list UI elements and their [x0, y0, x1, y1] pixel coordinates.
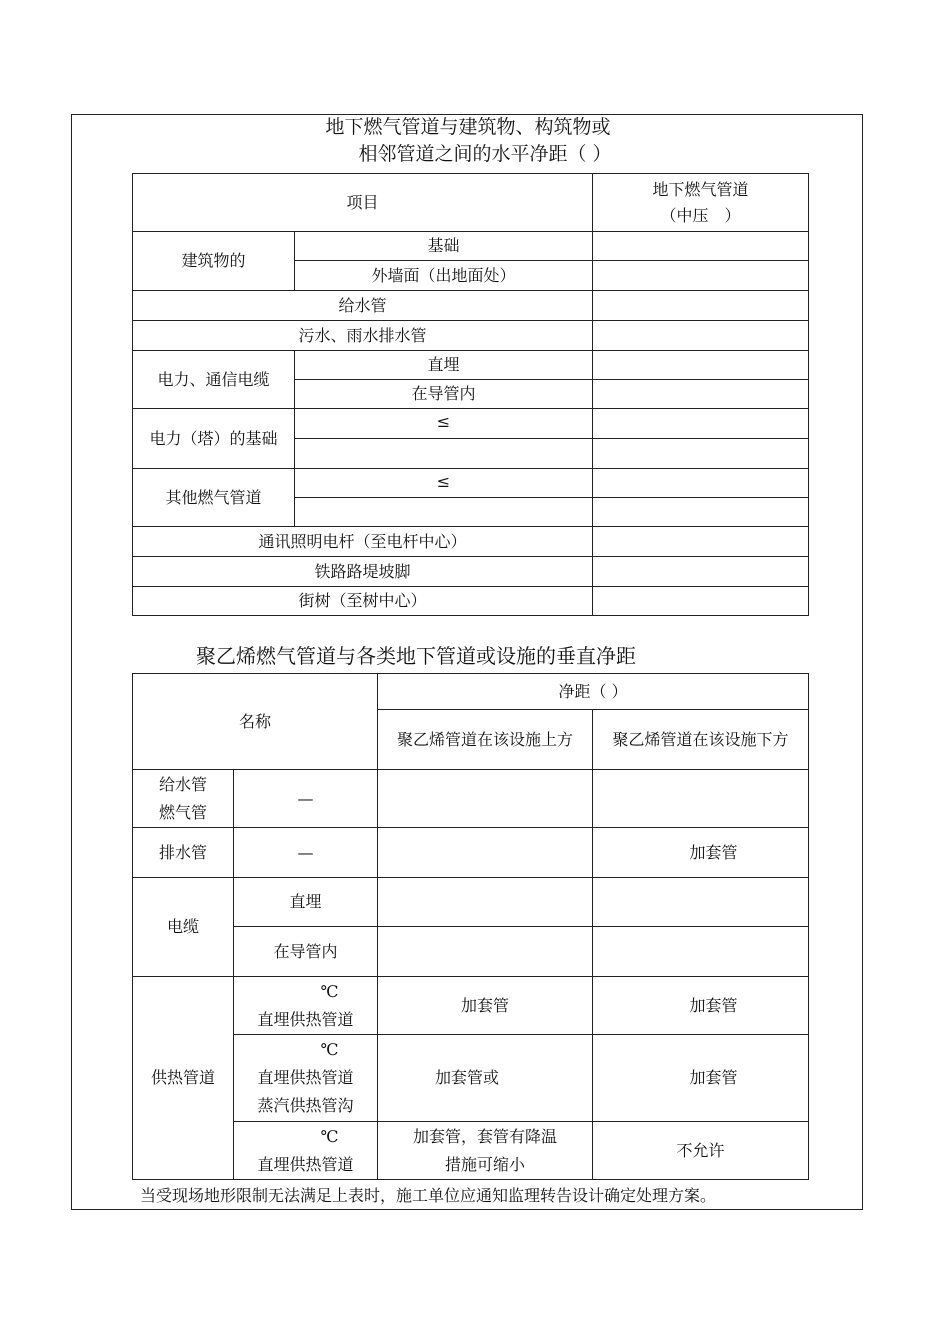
row-in-conduit: 在导管内	[234, 927, 378, 977]
row-outer-wall: 外墙面（出地面处）	[295, 261, 593, 291]
value-cell	[593, 587, 809, 616]
row-foundation: 基础	[295, 232, 593, 261]
blank-cell	[295, 498, 593, 527]
value-cell	[593, 380, 809, 409]
header-above: 聚乙烯管道在该设施上方	[378, 710, 593, 770]
dash-cell: —	[234, 828, 378, 878]
heating-3-label: 直埋供热管道	[257, 1154, 354, 1174]
value-cell	[593, 527, 809, 557]
header-gas-pipe-line2: （中压 ）	[660, 205, 741, 225]
value-cell	[593, 557, 809, 587]
footnote: 当受现场地形限制无法满足上表时，施工单位应通知监理转告设计确定处理方案。	[140, 1186, 717, 1205]
value-cell	[593, 927, 809, 977]
heating-2-name	[234, 1035, 378, 1122]
row-drainage: 污水、雨水排水管	[133, 321, 593, 351]
heating-3-above-line2: 措施可缩小	[445, 1154, 526, 1174]
row-water-gas-line2: 燃气管	[158, 802, 207, 822]
row-cable: 电缆	[133, 878, 234, 977]
value-cell	[593, 351, 809, 380]
header-gas-pipe	[593, 174, 809, 232]
heating-3-below: 不允许	[593, 1122, 809, 1180]
value-cell	[378, 878, 593, 927]
table1-title-line2: 相邻管道之间的水平净距（ ）	[358, 143, 612, 165]
heating-3-deg: ℃	[320, 1126, 339, 1146]
value-cell	[378, 927, 593, 977]
value-cell	[593, 321, 809, 351]
header-below: 聚乙烯管道在该设施下方	[593, 710, 809, 770]
value-cell	[378, 828, 593, 878]
row-water-gas	[133, 770, 234, 828]
heating-1-label: 直埋供热管道	[257, 1009, 354, 1029]
drain-below-value: 加套管	[593, 828, 809, 878]
heating-2-deg: ℃	[320, 1040, 339, 1059]
table1-title-line1: 地下燃气管道与建筑物、构筑物或	[325, 116, 611, 138]
heating-2-label1: 直埋供热管道	[257, 1068, 354, 1087]
value-cell	[593, 261, 809, 291]
value-cell	[593, 469, 809, 498]
header-name: 名称	[133, 674, 378, 770]
header-clearance: 净距（ ）	[378, 674, 809, 710]
heating-1-above: 加套管	[378, 977, 593, 1035]
table2-title: 聚乙烯燃气管道与各类地下管道或设施的垂直净距	[196, 644, 636, 668]
heating-3-above-line1: 加套管，套管有降温	[413, 1126, 558, 1146]
heating-2-above: 加套管或	[378, 1035, 593, 1122]
row-water-supply: 给水管	[133, 291, 593, 321]
row-direct-burial: 直埋	[295, 351, 593, 380]
row-cable: 电力、通信电缆	[133, 351, 295, 409]
row-leq-a: ≤	[295, 409, 593, 439]
vertical-clearance-table	[132, 673, 809, 1180]
heating-3-name	[234, 1122, 378, 1180]
header-item: 项目	[133, 174, 593, 232]
value-cell	[593, 770, 809, 828]
row-tower-foundation: 电力（塔）的基础	[133, 409, 295, 469]
blank-cell	[295, 439, 593, 469]
row-heating: 供热管道	[133, 977, 234, 1180]
heating-1-below: 加套管	[593, 977, 809, 1035]
row-building: 建筑物的	[133, 232, 295, 291]
value-cell	[378, 770, 593, 828]
row-in-conduit: 在导管内	[295, 380, 593, 409]
row-railway: 铁路路堤坡脚	[133, 557, 593, 587]
row-water-gas-line1: 给水管	[158, 774, 207, 794]
value-cell	[593, 291, 809, 321]
row-street-tree: 街树（至树中心）	[133, 587, 593, 616]
header-gas-pipe-line1: 地下燃气管道	[652, 179, 749, 199]
horizontal-clearance-table	[132, 173, 809, 616]
value-cell	[593, 409, 809, 439]
value-cell	[593, 439, 809, 469]
value-cell	[593, 232, 809, 261]
heating-3-above	[378, 1122, 593, 1180]
heating-2-below: 加套管	[593, 1035, 809, 1122]
row-leq-b: ≤	[295, 469, 593, 498]
heating-2-label2: 蒸汽供热管沟	[257, 1096, 354, 1115]
row-direct-burial: 直埋	[234, 878, 378, 927]
value-cell	[593, 498, 809, 527]
value-cell	[593, 878, 809, 927]
heating-1-name	[234, 977, 378, 1035]
row-other-gas: 其他燃气管道	[133, 469, 295, 527]
row-pole: 通讯照明电杆（至电杆中心）	[133, 527, 593, 557]
dash-cell: —	[234, 770, 378, 828]
heating-1-deg: ℃	[320, 981, 339, 1001]
row-drain: 排水管	[133, 828, 234, 878]
